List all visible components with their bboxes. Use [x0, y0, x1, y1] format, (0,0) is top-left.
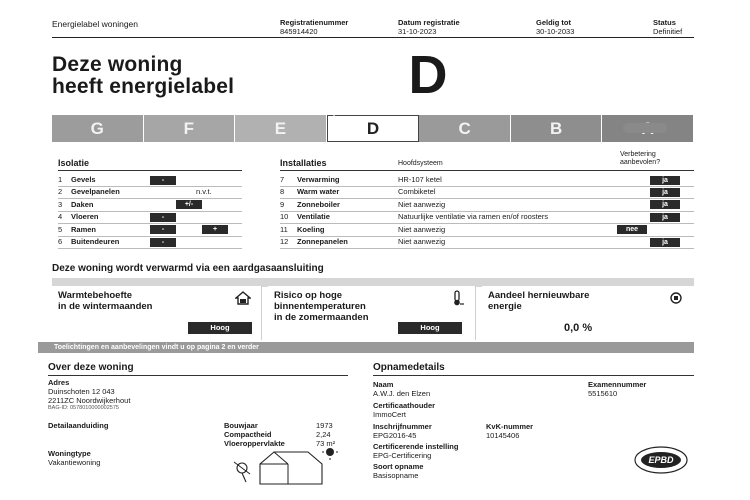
- installaties-rule: [280, 170, 694, 171]
- advice-heading: Verbetering aanbevolen?: [620, 151, 661, 166]
- warmtebehoefte-value: Hoog: [188, 322, 252, 334]
- row-number: 1: [58, 175, 63, 184]
- woningtype-label: Woningtype: [48, 449, 91, 458]
- woningtype-value: Vakantiewoning: [48, 458, 101, 467]
- row-number: 4: [58, 212, 63, 222]
- isolatie-row-vloeren: [58, 211, 242, 223]
- adres-line2: 2211ZC Noordwijkerhout: [48, 396, 131, 405]
- row-divider: [58, 248, 242, 249]
- row-number: 12: [280, 237, 289, 246]
- isolatie-rule: [58, 170, 242, 171]
- row-value: HR-107 ketel: [398, 175, 442, 184]
- opname-heading: Opnamedetails: [373, 362, 445, 373]
- woning-rule: [48, 375, 348, 376]
- examennummer-value: 5515610: [588, 389, 618, 398]
- installatie-row-koeling: [280, 224, 694, 236]
- advice-badge: ja: [650, 238, 680, 247]
- rating-badge: -: [150, 176, 176, 185]
- hernieuwbaar-card: [482, 286, 694, 340]
- row-label: Gevelpanelen: [71, 187, 120, 197]
- row-value: Niet aanwezig: [398, 199, 446, 209]
- document-title: Energielabel woningen: [52, 19, 139, 29]
- a-plus-pill: [623, 123, 667, 133]
- advice-badge: ja: [650, 200, 680, 209]
- rating-badge: -: [150, 225, 176, 234]
- isolatie-row-buitendeuren: [58, 236, 242, 248]
- registration-number: Registratienummer 845914420: [280, 18, 349, 36]
- naam-value: A.W.J. den Elzen: [373, 389, 431, 398]
- risico-card: [268, 286, 476, 340]
- scale-segment-e: [235, 115, 327, 142]
- row-number: 7: [280, 175, 285, 184]
- certificaathouder-label: Certificaathouder: [373, 401, 436, 410]
- house-outline-icon: [260, 452, 322, 484]
- rating-badge: +/-: [176, 200, 202, 209]
- row-divider: [280, 248, 694, 249]
- advice-badge: ja: [650, 188, 680, 197]
- kvk-label: KvK-nummer: [486, 422, 534, 431]
- warmtebehoefte-title: Warmtebehoefte in de wintermaanden: [58, 290, 153, 312]
- isolatie-row-daken: [58, 199, 242, 211]
- row-label: Ventilatie: [297, 212, 330, 222]
- row-value: Niet aanwezig: [398, 237, 446, 246]
- scale-segment-c: [419, 115, 511, 142]
- hoofdsysteem-heading: Hoofdsysteem: [398, 160, 443, 167]
- thermometer-icon: [449, 290, 465, 306]
- certificaathouder-value: ImmoCert: [373, 410, 406, 419]
- row-label: Zonnepanelen: [297, 237, 348, 246]
- row-label: Warm water: [297, 187, 340, 197]
- energy-label-letter: D: [408, 45, 448, 105]
- inschrijfnummer-value: EPG2016-45: [373, 431, 417, 440]
- soort-opname-label: Soort opname: [373, 462, 424, 471]
- kvk-value: 10145406: [486, 431, 520, 440]
- row-number: 6: [58, 237, 63, 246]
- advice-badge: nee: [617, 225, 647, 234]
- scale-letter-f: F: [183, 118, 195, 138]
- bag-id: BAG-ID: 0578010000002575: [48, 405, 119, 411]
- row-number: 3: [58, 199, 63, 209]
- installatie-row-zonnepanelen: [280, 236, 694, 248]
- installatie-row-zonneboiler: [280, 199, 694, 211]
- rating-badge-secondary: +: [202, 225, 228, 234]
- adres-line1: Duinschoten 12 043: [48, 387, 115, 396]
- installaties-heading: Installaties: [280, 158, 327, 168]
- vloeroppervlakte-value: 73 m²: [316, 439, 336, 448]
- advice-badge: ja: [650, 176, 680, 185]
- scale-letter-e: E: [274, 118, 287, 138]
- inschrijfnummer-label: Inschrijfnummer: [373, 422, 432, 431]
- document-header: [52, 18, 694, 38]
- warmtebehoefte-card: [52, 286, 262, 340]
- scale-letter-d: D: [366, 118, 380, 138]
- row-label: Verwarming: [297, 175, 340, 184]
- heating-statement: Deze woning wordt verwarmd via een aardgasaansluiting: [52, 263, 324, 274]
- installatie-row-verwarming: [280, 174, 694, 186]
- row-label: Koeling: [297, 224, 325, 234]
- woning-heading: Over deze woning: [48, 362, 134, 373]
- valid-until: Geldig tot 30-10-2033: [536, 18, 575, 36]
- row-label: Vloeren: [71, 212, 99, 222]
- row-label: Buitendeuren: [71, 237, 120, 246]
- isolatie-row-gevelpanelen: [58, 186, 242, 198]
- registration-date: Datum registratie 31-10-2023: [398, 18, 460, 36]
- scale-letter-g: G: [90, 118, 104, 138]
- row-number: 2: [58, 187, 63, 197]
- epbd-logo: [634, 446, 688, 474]
- advice-badge: ja: [650, 213, 680, 222]
- row-label: Gevels: [71, 175, 96, 184]
- vloeroppervlakte-label: Vloeroppervlakte: [224, 439, 285, 448]
- house-orientation-illustration: [228, 446, 352, 486]
- row-number: 10: [280, 212, 289, 222]
- opname-rule: [373, 375, 694, 376]
- installatie-row-warm-water: [280, 186, 694, 198]
- row-value: n.v.t.: [196, 187, 212, 197]
- isolatie-row-ramen: [58, 224, 242, 236]
- instelling-value: EPG-Certificering: [373, 451, 432, 460]
- row-label: Ramen: [71, 224, 97, 234]
- row-value: Combiketel: [398, 187, 436, 197]
- row-number: 9: [280, 199, 285, 209]
- examennummer-label: Examennummer: [588, 380, 647, 389]
- hernieuwbaar-value: 0,0 %: [564, 322, 593, 334]
- scale-segment-g: [52, 115, 144, 142]
- row-label: Zonneboiler: [297, 199, 340, 209]
- rating-badge: -: [150, 213, 176, 222]
- risico-value: Hoog: [398, 322, 462, 334]
- scale-segment-b: [511, 115, 603, 142]
- house-heating-icon: [235, 290, 251, 306]
- sun-icon: [322, 448, 338, 460]
- risico-title: Risico op hoge binnentemperaturen in de zomermaanden: [274, 290, 369, 323]
- scale-letter-b: B: [550, 118, 563, 138]
- isolatie-heading: Isolatie: [58, 158, 90, 168]
- page-title: Deze woning heeft energielabel: [52, 53, 235, 98]
- energy-label-scale: [52, 115, 694, 142]
- row-value: Niet aanwezig: [398, 224, 446, 234]
- scale-segment-f: [144, 115, 236, 142]
- scale-pointer: [327, 110, 341, 116]
- orientation-icon: [234, 462, 250, 482]
- scale-segment-a: [602, 115, 694, 142]
- adres-label: Adres: [48, 378, 70, 387]
- isolatie-row-gevels: [58, 174, 242, 186]
- rating-badge: -: [150, 238, 176, 247]
- toelichting-bar: Toelichtingen en aanbevelingen vindt u op pagina 2 en verder: [38, 342, 694, 353]
- row-number: 11: [280, 224, 288, 234]
- header-divider: [52, 37, 694, 38]
- renewable-icon: [668, 290, 684, 306]
- detail-label: Detailaanduiding: [48, 421, 109, 430]
- bouwjaar-value: 1973: [316, 421, 333, 430]
- row-label: Daken: [71, 199, 94, 209]
- installatie-row-ventilatie: [280, 211, 694, 223]
- hernieuwbaar-title: Aandeel hernieuwbare energie: [488, 290, 590, 312]
- status: Status Definitief: [653, 18, 683, 36]
- soort-opname-value: Basisopname: [373, 471, 419, 480]
- scale-letter-c: C: [458, 118, 471, 138]
- row-number: 8: [280, 187, 285, 197]
- scale-segment-d: [327, 115, 420, 142]
- compactheid-value: 2,24: [316, 430, 331, 439]
- row-number: 5: [58, 224, 63, 234]
- compactheid-label: Compactheid: [224, 430, 272, 439]
- instelling-label: Certificerende instelling: [373, 442, 459, 451]
- bouwjaar-label: Bouwjaar: [224, 421, 258, 430]
- row-value: Natuurlijke ventilatie via ramen en/of roosters: [398, 212, 549, 222]
- naam-label: Naam: [373, 380, 394, 389]
- epbd-logo-text: EPBD: [648, 455, 674, 465]
